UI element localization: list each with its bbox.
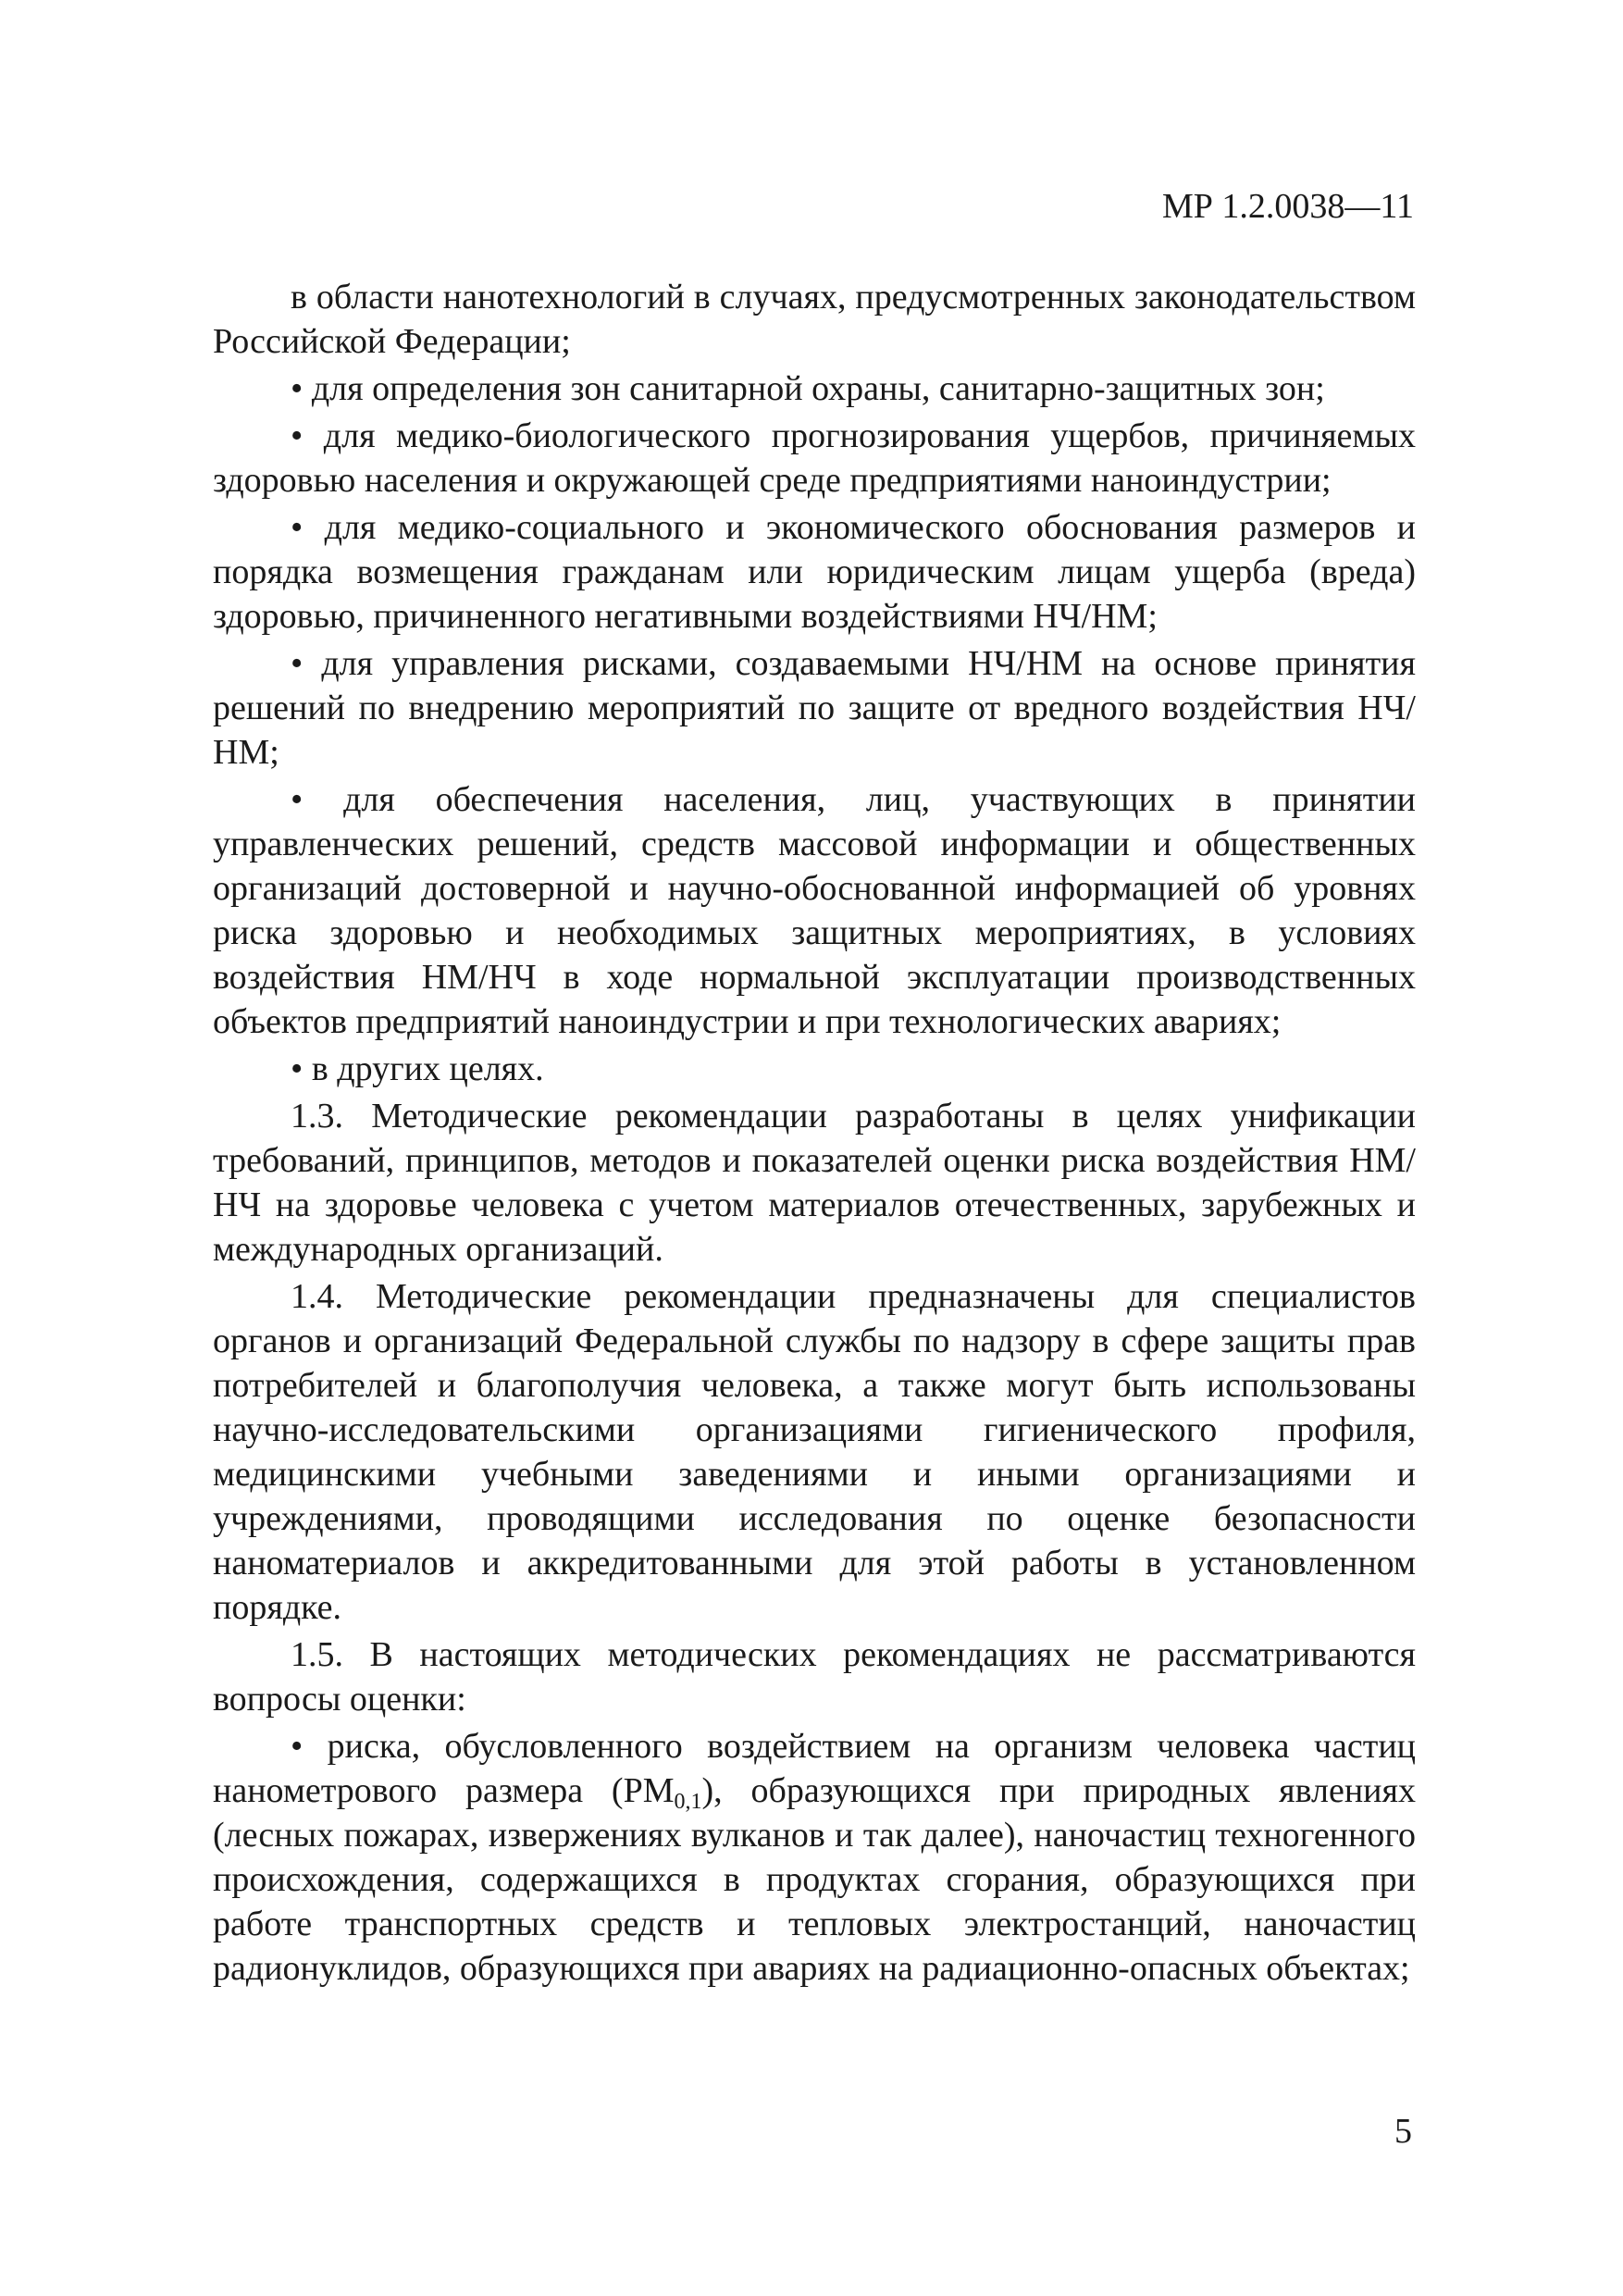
bullet-item-particles [213, 1724, 1416, 1991]
section-1-5-paragraph: 1.5. В настоящих методических рекомендациях не рассматриваются вопросы оценки: [213, 1635, 1416, 1719]
section-1-4-paragraph: 1.4. Методические рекомендации предназначены для специалистов органов и организаций Федеральной службы по надзору в сфере защиты прав потребителей и благополучия человека, а также могут быть использованы научно-исследовательскими организациями гигиенического профиля, медицинскими учебными заведениями и иными организациями и учреждениями, проводящими исследования по оценке безопасности наноматериалов и аккредитованными для этой работы в установленном порядке. [213, 1277, 1416, 1627]
section-1-3-paragraph: 1.3. Методические рекомендации разработаны в целях унификации требований, принципов, методов и показателей оценки риска воздействия НМ/НЧ на здоровье человека с учетом материалов отечественных, зарубежных и международных организаций. [213, 1097, 1416, 1269]
bullet-item: • для определения зон санитарной охраны, санитарно-защитных зон; [213, 366, 1416, 411]
bullet-item: • для обеспечения населения, лиц, участвующих в принятии управленческих решений, средств массовой информации и общественных организаций достоверной и научно-обоснованной информацией об уровнях риска здоровью и необходимых защитных мероприятиях, в условиях воздействия НМ/НЧ в ходе нормальной эксплуатации производственных объектов предприятий наноиндустрии и при технологических авариях; [213, 777, 1416, 1044]
paragraph-intro: в области нанотехнологий в случаях, предусмотренных законодательством Российской Федерации; [213, 278, 1416, 361]
page-number: 5 [1394, 2112, 1412, 2151]
bullet-text-after: ), образующихся при природных явлениях (лесных пожарах, извержениях вулканов и так далее), наночастиц техногенного происхождения, содержащихся в продуктах сгорания, образующихся при работе транспортных средств и тепловых электростанций, наночастиц радионуклидов, образующихся при авариях на радиационно-опасных объектах; [213, 1771, 1416, 1988]
pm-subscript: 0,1 [674, 1790, 702, 1814]
bullet-item: • для управления рисками, создаваемыми НЧ/НМ на основе принятия решений по внедрению мероприятий по защите от вредного воздействия НЧ/НМ; [213, 641, 1416, 775]
document-code: МР 1.2.0038—11 [1161, 187, 1414, 226]
bullet-item: • для медико-социального и экономического обоснования размеров и порядка возмещения гражданам или юридическим лицам ущерба (вреда) здоровью, причиненного негативными воздействиями НЧ/НМ; [213, 505, 1416, 639]
body-text [213, 275, 1416, 1993]
bullet-text-before: риска, обусловленного воздействием на организм человека частиц нанометрового размера (РМ [213, 1727, 1416, 1810]
bullet-item: • для медико-биологического прогнозирования ущербов, причиняемых здоровью населения и окружающей среде предприятиями наноиндустрии; [213, 414, 1416, 503]
bullet-item: • в других целях. [213, 1047, 1416, 1091]
